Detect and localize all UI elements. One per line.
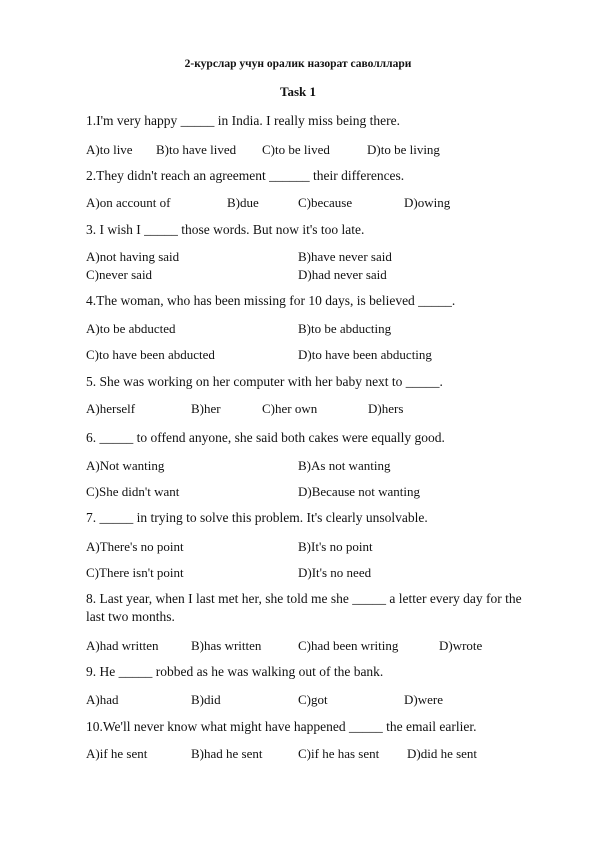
option-7b: B)It's no point	[298, 539, 373, 554]
option-2c: C)because	[298, 195, 353, 210]
question-8-line-1: 8. Last year, when I last met her, she told me she _____ a letter every day for the	[86, 591, 522, 606]
question-10: 10.We'll never know what might have happened _____ the email earlier.	[86, 719, 477, 734]
task-title: Task 1	[279, 84, 317, 99]
question-6: 6. _____ to offend anyone, she said both cakes were equally good.	[86, 430, 445, 445]
question-3: 3. I wish I _____ those words. But now it's too late.	[86, 222, 365, 237]
option-10d: D)did he sent	[407, 746, 478, 761]
option-7c: C)There isn't point	[86, 565, 184, 580]
question-5: 5. She was working on her computer with her baby next to _____.	[86, 374, 443, 389]
option-4d: D)to have been abducting	[298, 347, 432, 362]
option-3b: B)have never said	[298, 249, 392, 264]
option-5d: D)hers	[368, 401, 404, 416]
option-4b: B)to be abducting	[298, 321, 392, 336]
option-8a: A)had written	[86, 638, 159, 653]
option-6d: D)Because not wanting	[298, 484, 421, 499]
option-10c: C)if he has sent	[298, 746, 380, 761]
option-9c: C)got	[298, 692, 328, 707]
option-6b: B)As not wanting	[298, 458, 391, 473]
option-1a: A)to live	[86, 142, 133, 157]
question-4: 4.The woman, who has been missing for 10 days, is believed _____.	[86, 293, 456, 308]
option-7d: D)It's no need	[298, 565, 372, 580]
option-8d: D)wrote	[439, 638, 483, 653]
option-4a: A)to be abducted	[86, 321, 176, 336]
option-6a: A)Not wanting	[86, 458, 165, 473]
option-10a: A)if he sent	[86, 746, 148, 761]
option-9a: A)had	[86, 692, 119, 707]
question-2: 2.They didn't reach an agreement ______ their differences.	[86, 168, 405, 183]
option-8c: C)had been writing	[298, 638, 399, 653]
option-2a: A)on account of	[86, 195, 171, 210]
option-5b: B)her	[191, 401, 221, 416]
question-7: 7. _____ in trying to solve this problem. It's clearly unsolvable.	[86, 510, 428, 525]
option-5a: A)herself	[86, 401, 136, 416]
option-1c: C)to be lived	[262, 142, 330, 157]
option-7a: A)There's no point	[86, 539, 184, 554]
question-1: 1.I'm very happy _____ in India. I really miss being there.	[86, 113, 400, 128]
option-2d: D)owing	[404, 195, 451, 210]
option-6c: C)She didn't want	[86, 484, 180, 499]
header-title: 2-курслар учун оралик назорат саволллари	[184, 58, 412, 70]
option-4c: C)to have been abducted	[86, 347, 215, 362]
option-3a: A)not having said	[86, 249, 180, 264]
option-1d: D)to be living	[367, 142, 440, 157]
option-8b: B)has written	[191, 638, 262, 653]
option-1b: B)to have lived	[156, 142, 237, 157]
option-3c: C)never said	[86, 267, 153, 282]
option-10b: B)had he sent	[191, 746, 263, 761]
option-3d: D)had never said	[298, 267, 387, 282]
option-2b: B)due	[227, 195, 259, 210]
option-9b: B)did	[191, 692, 221, 707]
option-5c: C)her own	[262, 401, 318, 416]
question-9: 9. He _____ robbed as he was walking out of the bank.	[86, 664, 384, 679]
question-8-line-2: last two months.	[86, 609, 175, 624]
option-9d: D)were	[404, 692, 443, 707]
